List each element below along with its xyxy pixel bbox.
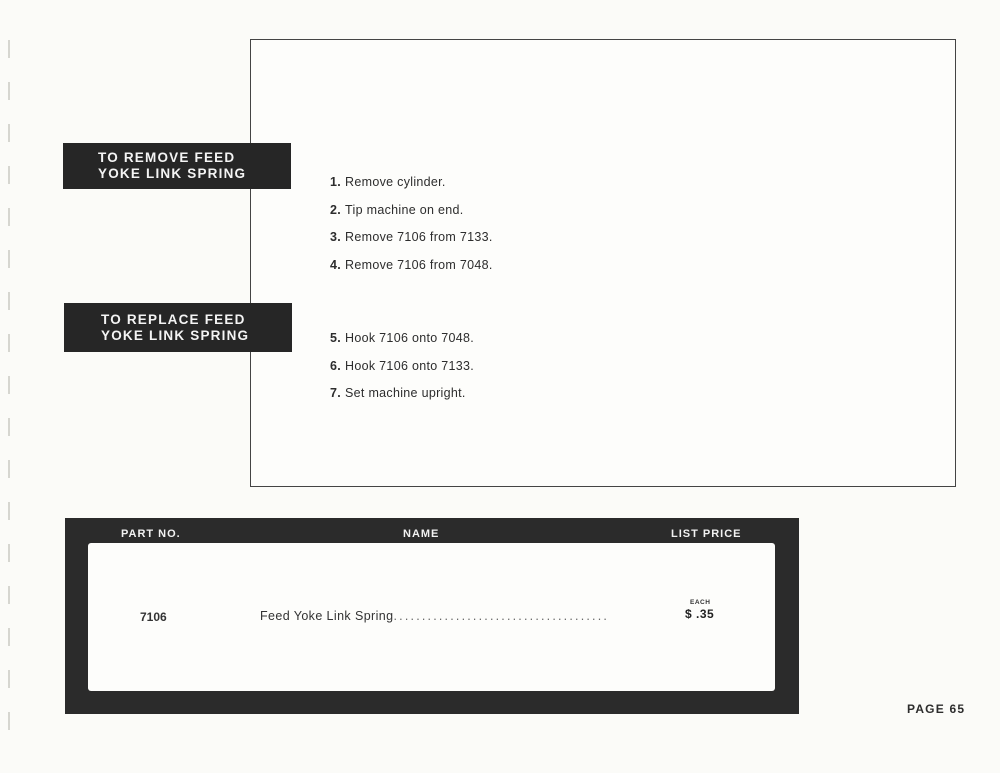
parts-price-table bbox=[65, 518, 799, 714]
part-no-header: PART NO. bbox=[121, 528, 181, 540]
table-row bbox=[88, 543, 775, 691]
replace-heading-line1: TO REPLACE FEED bbox=[101, 312, 246, 327]
remove-steps-list bbox=[330, 175, 493, 286]
step-item: 6. Hook 7106 onto 7133. bbox=[330, 358, 475, 373]
replace-steps-list bbox=[330, 331, 474, 414]
step-item: 5. Hook 7106 onto 7048. bbox=[330, 331, 475, 345]
replace-heading-line2: YOKE LINK SPRING bbox=[101, 328, 250, 343]
remove-heading-line1: TO REMOVE FEED bbox=[98, 150, 236, 165]
step-item: 3. Remove 7106 from 7133. bbox=[330, 230, 493, 245]
dot-leader: ...................................... bbox=[393, 609, 610, 623]
step-item: 4. Remove 7106 from 7048. bbox=[330, 258, 493, 273]
step-item: 7. Set machine upright. bbox=[330, 386, 466, 401]
part-number-cell: 7106 bbox=[140, 610, 167, 624]
price-cell: $ .35 bbox=[685, 607, 715, 621]
list-price-header: LIST PRICE bbox=[671, 528, 742, 540]
name-header: NAME bbox=[403, 528, 440, 540]
price-unit-label: EACH bbox=[690, 599, 711, 606]
remove-section-heading bbox=[63, 143, 291, 189]
part-name-cell bbox=[260, 609, 609, 623]
part-name: Feed Yoke Link Spring bbox=[260, 609, 394, 623]
page-number: PAGE 65 bbox=[907, 702, 966, 716]
remove-heading-line2: YOKE LINK SPRING bbox=[98, 166, 247, 181]
step-item: 2. Tip machine on end. bbox=[330, 202, 464, 217]
step-item: 1. Remove cylinder. bbox=[330, 175, 446, 189]
replace-section-heading bbox=[64, 303, 292, 352]
binding-margin bbox=[6, 40, 14, 760]
